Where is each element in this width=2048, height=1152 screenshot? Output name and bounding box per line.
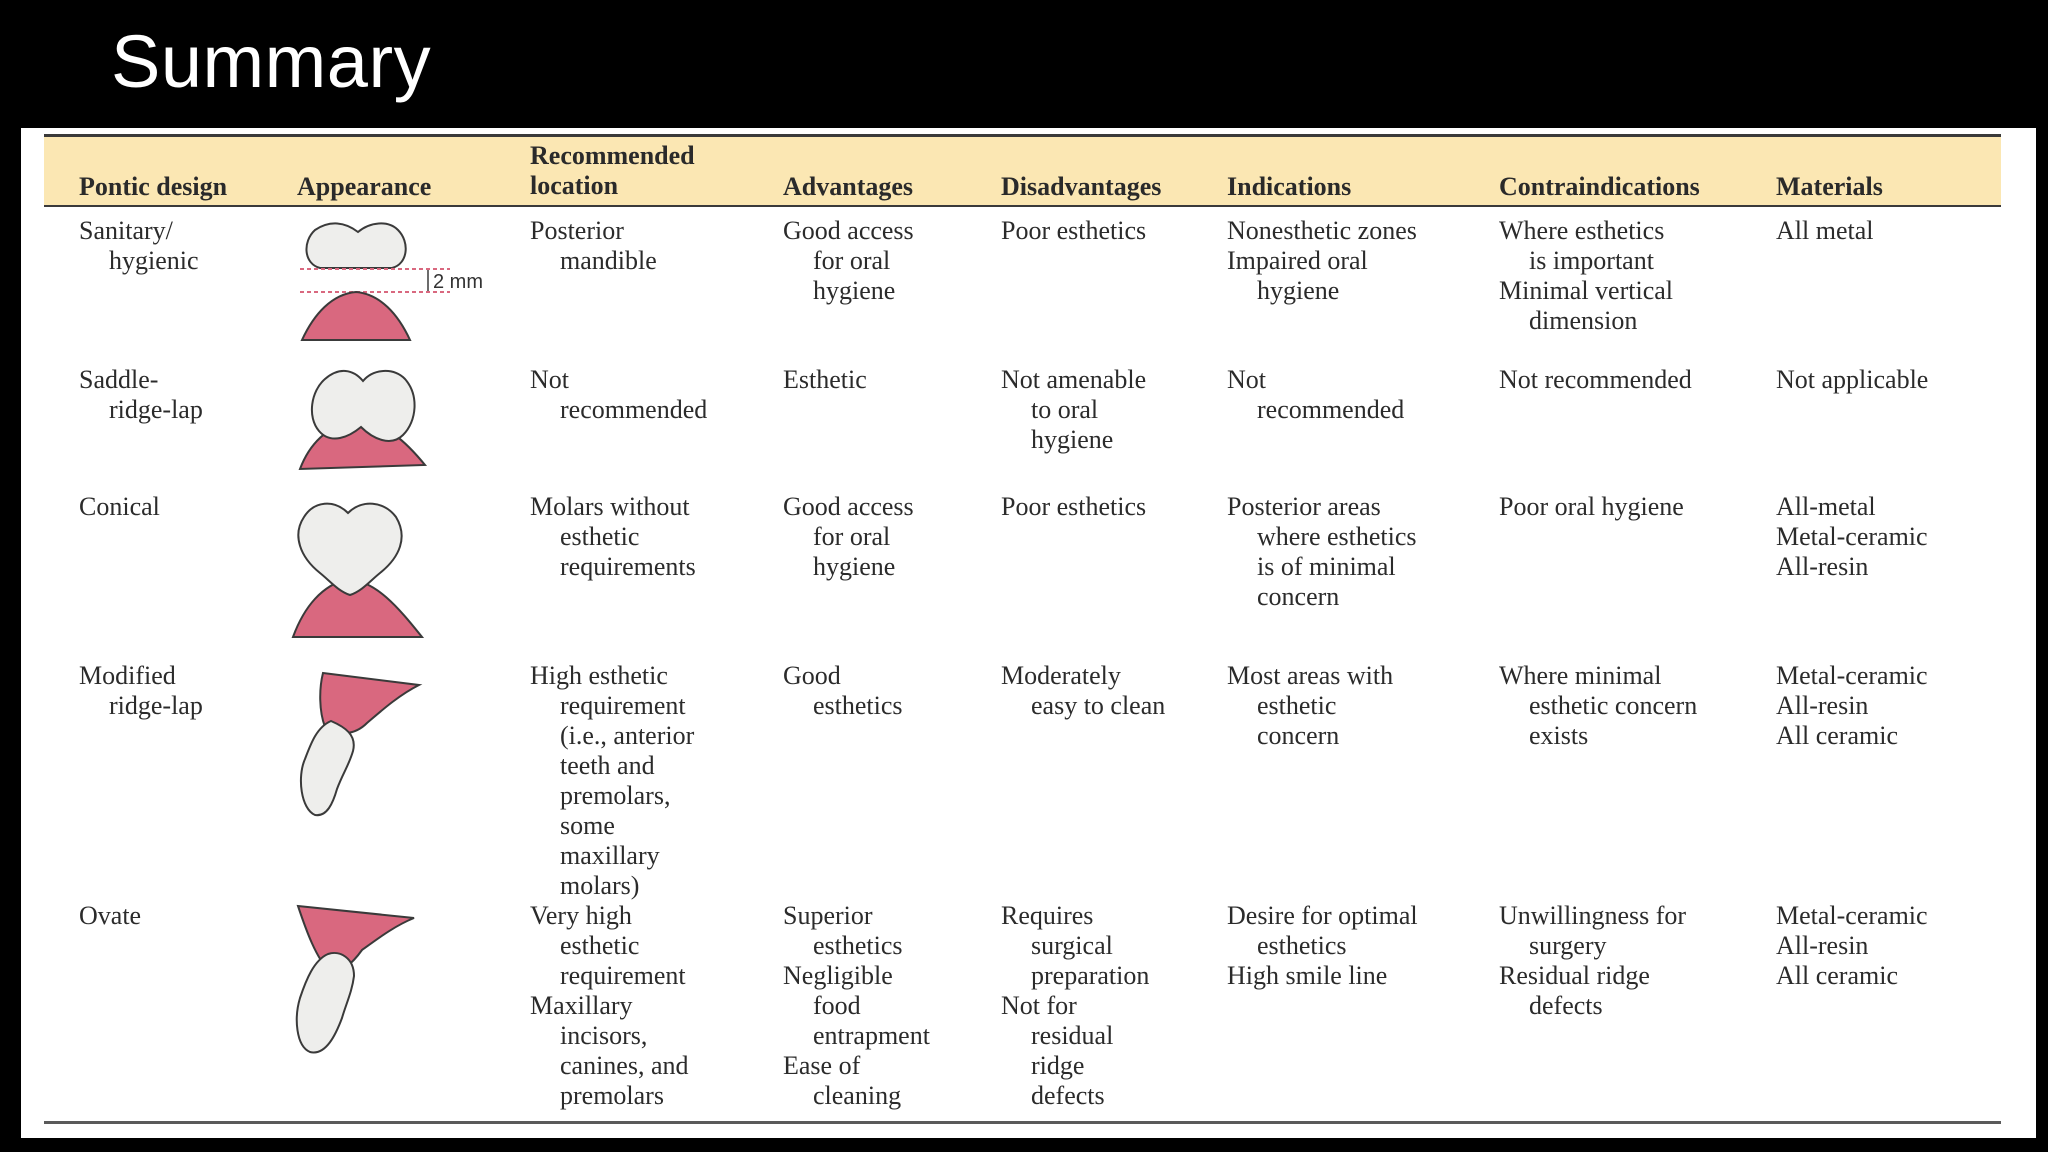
cell-line: Conical <box>79 492 160 521</box>
cell-line: food <box>813 991 861 1020</box>
gingiva-ridge-shape <box>302 292 410 340</box>
cell-line: Posterior areas <box>1227 492 1381 521</box>
cell-line: Poor esthetics <box>1001 492 1147 521</box>
cell-line: All-resin <box>1776 691 1869 720</box>
cell-line: Where minimal <box>1499 661 1662 690</box>
cell-line: Good <box>783 661 841 690</box>
table-cell-design <box>79 365 203 425</box>
cell-line: Minimal vertical <box>1499 276 1674 305</box>
table-cell-materials <box>1776 365 1928 395</box>
cell-line: Nonesthetic zones <box>1227 216 1417 245</box>
cell-line: requirements <box>560 552 696 581</box>
cell-line: Not amenable <box>1001 365 1147 394</box>
cell-line: defects <box>1529 991 1603 1020</box>
cell-line: is important <box>1529 246 1654 275</box>
cell-line: for oral <box>813 246 891 275</box>
cell-line: esthetic concern <box>1529 691 1698 720</box>
cell-line: Where esthetics <box>1499 216 1665 245</box>
table-cell-disadvantages <box>1001 901 1149 1111</box>
cell-line: Maxillary <box>530 991 633 1020</box>
table-cell-design <box>79 492 160 522</box>
cell-line: esthetics <box>813 931 903 960</box>
slide-title: Summary <box>111 20 432 103</box>
conical-pontic-icon <box>290 495 430 641</box>
table-cell-design <box>79 661 203 721</box>
cell-line: surgery <box>1529 931 1607 960</box>
cell-line: concern <box>1257 582 1340 611</box>
cell-line: High smile line <box>1227 961 1388 990</box>
table-cell-location <box>530 492 696 582</box>
cell-line: High esthetic <box>530 661 668 690</box>
header-contraindications: Contraindications <box>1499 172 1700 201</box>
table-cell-indications <box>1227 365 1404 425</box>
table-cell-location <box>530 661 694 901</box>
cell-line: Poor oral hygiene <box>1499 492 1684 521</box>
cell-line: Residual ridge <box>1499 961 1650 990</box>
table-cell-advantages <box>783 492 914 582</box>
cell-line: is of minimal <box>1257 552 1396 581</box>
dimension-label: 2 mm <box>433 271 483 293</box>
table-cell-materials <box>1776 661 1928 751</box>
header-recommended-location <box>530 141 695 201</box>
cell-line: Unwillingness for <box>1499 901 1687 930</box>
table-cell-disadvantages <box>1001 492 1146 522</box>
table-cell-disadvantages <box>1001 216 1146 246</box>
cell-line: Ease of <box>783 1051 861 1080</box>
pontic-tooth-shape <box>297 953 354 1052</box>
cell-line: esthetic <box>1257 691 1337 720</box>
cell-line: All-metal <box>1776 492 1876 521</box>
saddle-ridge-lap-pontic-icon <box>295 365 435 473</box>
cell-line: for oral <box>813 522 891 551</box>
cell-line: esthetic <box>560 931 640 960</box>
table-cell-design <box>79 216 199 276</box>
cell-line: ridge <box>1031 1051 1085 1080</box>
cell-line: Not applicable <box>1776 365 1929 394</box>
table-cell-location <box>530 901 689 1111</box>
table-cell-indications <box>1227 492 1417 612</box>
cell-line: preparation <box>1031 961 1150 990</box>
table-cell-contraindications <box>1499 492 1684 522</box>
cell-line: surgical <box>1031 931 1113 960</box>
header-appearance: Appearance <box>297 172 432 201</box>
cell-line: All ceramic <box>1776 961 1898 990</box>
header-indications: Indications <box>1227 172 1352 201</box>
cell-line: hygiene <box>1257 276 1340 305</box>
table-cell-contraindications <box>1499 365 1692 395</box>
cell-line: Requires <box>1001 901 1094 930</box>
table-cell-advantages <box>783 661 903 721</box>
table-bottom-rule <box>44 1121 2001 1124</box>
cell-line: All ceramic <box>1776 721 1898 750</box>
cell-line: Poor esthetics <box>1001 216 1147 245</box>
header-disadvantages: Disadvantages <box>1001 172 1162 201</box>
cell-line: ridge-lap <box>109 691 203 720</box>
table-cell-disadvantages <box>1001 661 1165 721</box>
gingiva-ridge-shape <box>298 906 414 972</box>
table-cell-location <box>530 365 707 425</box>
cell-line: premolars <box>560 1081 664 1110</box>
cell-line: Superior <box>783 901 873 930</box>
cell-line: concern <box>1257 721 1340 750</box>
cell-line: residual <box>1031 1021 1114 1050</box>
cell-line: Good access <box>783 492 914 521</box>
table-cell-advantages <box>783 901 930 1111</box>
cell-line: Sanitary/ <box>79 216 173 245</box>
cell-line: where esthetics <box>1257 522 1417 551</box>
table-cell-materials <box>1776 492 1928 582</box>
table-cell-indications <box>1227 661 1393 751</box>
header-recommended-location-line: Recommended <box>530 141 695 170</box>
cell-line: defects <box>1031 1081 1105 1110</box>
cell-line: easy to clean <box>1031 691 1166 720</box>
table-cell-indications <box>1227 216 1417 306</box>
cell-line: Not <box>530 365 569 394</box>
cell-line: (i.e., anterior <box>560 721 695 750</box>
table-cell-disadvantages <box>1001 365 1146 455</box>
cell-line: requirement <box>560 961 686 990</box>
cell-line: Not <box>1227 365 1266 394</box>
cell-line: hygiene <box>1031 425 1114 454</box>
cell-line: Molars without <box>530 492 690 521</box>
header-recommended-location-line: location <box>530 171 619 200</box>
cell-line: Not recommended <box>1499 365 1692 394</box>
table-cell-advantages <box>783 216 914 306</box>
cell-line: exists <box>1529 721 1589 750</box>
table-cell-contraindications <box>1499 216 1673 336</box>
cell-line: esthetics <box>1257 931 1347 960</box>
cell-line: Posterior <box>530 216 624 245</box>
pontic-tooth-shape <box>298 504 401 595</box>
cell-line: Good access <box>783 216 914 245</box>
cell-line: incisors, <box>560 1021 648 1050</box>
header-advantages: Advantages <box>783 172 914 201</box>
cell-line: to oral <box>1031 395 1099 424</box>
table-cell-advantages <box>783 365 867 395</box>
cell-line: Saddle- <box>79 365 159 394</box>
cell-line: some <box>560 811 615 840</box>
cell-line: Moderately <box>1001 661 1121 690</box>
pontic-tooth-shape <box>301 721 354 815</box>
cell-line: teeth and <box>560 751 655 780</box>
table-cell-indications <box>1227 901 1418 991</box>
cell-line: Desire for optimal <box>1227 901 1418 930</box>
cell-line: Esthetic <box>783 365 867 394</box>
modified-ridge-lap-pontic-icon <box>295 665 435 823</box>
cell-line: entrapment <box>813 1021 930 1050</box>
cell-line: Metal-ceramic <box>1776 661 1928 690</box>
cell-line: Modified <box>79 661 176 690</box>
table-cell-materials <box>1776 216 1873 246</box>
cell-line: Negligible <box>783 961 893 990</box>
cell-line: All-resin <box>1776 552 1869 581</box>
cell-line: canines, and <box>560 1051 689 1080</box>
cell-line: esthetics <box>813 691 903 720</box>
cell-line: esthetic <box>560 522 640 551</box>
cell-line: maxillary <box>560 841 660 870</box>
ovate-pontic-icon <box>290 900 430 1058</box>
cell-line: Impaired oral <box>1227 246 1368 275</box>
cell-line: Most areas with <box>1227 661 1394 690</box>
cell-line: hygienic <box>109 246 199 275</box>
header-materials: Materials <box>1776 172 1883 201</box>
cell-line: requirement <box>560 691 686 720</box>
cell-line: All metal <box>1776 216 1874 245</box>
cell-line: Metal-ceramic <box>1776 901 1928 930</box>
cell-line: All-resin <box>1776 931 1869 960</box>
table-cell-contraindications <box>1499 661 1697 751</box>
table-cell-contraindications <box>1499 901 1686 1021</box>
cell-line: mandible <box>560 246 657 275</box>
cell-line: hygiene <box>813 276 896 305</box>
cell-line: hygiene <box>813 552 896 581</box>
cell-line: dimension <box>1529 306 1638 335</box>
pontic-tooth-shape <box>306 223 405 268</box>
cell-line: cleaning <box>813 1081 902 1110</box>
pontic-tooth-shape <box>312 371 415 441</box>
cell-line: Ovate <box>79 901 142 930</box>
cell-line: Very high <box>530 901 632 930</box>
table-cell-design <box>79 901 141 931</box>
cell-line: premolars, <box>560 781 671 810</box>
cell-line: Not for <box>1001 991 1077 1020</box>
header-pontic-design: Pontic design <box>79 172 228 201</box>
cell-line: Metal-ceramic <box>1776 522 1928 551</box>
cell-line: recommended <box>1257 395 1405 424</box>
cell-line: molars) <box>560 871 640 900</box>
cell-line: recommended <box>560 395 708 424</box>
sanitary-pontic-icon <box>290 218 505 346</box>
table-cell-location <box>530 216 657 276</box>
table-cell-materials <box>1776 901 1928 991</box>
cell-line: ridge-lap <box>109 395 203 424</box>
